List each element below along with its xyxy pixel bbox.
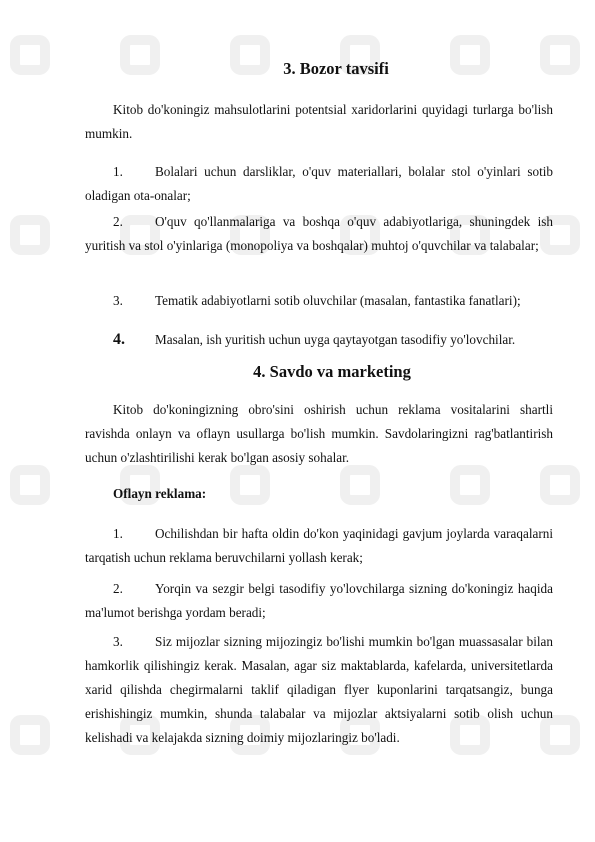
intro-text: Kitob do'koningiz mahsulotlarini potentsial xaridorlarini quyidagi turlarga bo'lish mumkin.: [85, 102, 553, 141]
list-number: 3.: [113, 634, 123, 649]
list-text: Masalan, ish yuritish uchun uyga qaytayotgan tasodifiy yo'lovchilar.: [155, 332, 516, 347]
list-item: [85, 630, 553, 750]
list-text: Siz mijozlar sizning mijozingiz bo'lishi mumkin bo'lgan muassasalar bilan hamkorlik qilishingiz kerak. Masalan, agar siz maktablarda, kafelarda, universitetlarda xarid qilishda chegirmalarni taklif qiladigan flyer kuponlarini tarqatsangiz, bunga erishishingiz mumkin, shunda talabalar va mijozlar aktsiyalarni sotib olish uchun kelishadi va kelajakda sizning doimiy mijozlaringiz bo'ladi.: [85, 634, 553, 745]
list-number: 3.: [113, 293, 123, 308]
list-number: 1.: [113, 164, 123, 179]
section-heading: 4. Savdo va marketing: [253, 362, 411, 381]
list-item: [85, 577, 553, 625]
list-number: 1.: [113, 526, 123, 541]
list-item: [85, 522, 553, 570]
section-intro: [85, 98, 553, 146]
list-item: [85, 160, 553, 208]
list-number: 2.: [113, 214, 123, 229]
list-text: Tematik adabiyotlarni sotib oluvchilar (masalan, fantastika fanatlari);: [155, 293, 521, 308]
list-item: [85, 289, 553, 313]
intro-text: Kitob do'koningizning obro'sini oshirish uchun reklama vositalarini shartli ravishda onlayn va oflayn usullarga bo'lish mumkin. Savdolaringizni rag'batlantirish uchun o'zlashtirilishi kerak bo'lgan asosiy sohalar.: [85, 402, 553, 465]
list-text: Yorqin va sezgir belgi tasodifiy yo'lovchilarga sizning do'koningiz haqida ma'lumot berishga yordam beradi;: [85, 581, 553, 620]
list-text: Bolalari uchun darsliklar, o'quv materiallari, bolalar stol o'yinlari sotib oladigan ota-onalar;: [85, 164, 553, 203]
section-intro: [85, 398, 553, 470]
subheading: Oflayn reklama:: [113, 486, 207, 501]
list-text: O'quv qo'llanmalariga va boshqa o'quv adabiyotlariga, shuningdek ish yuritish va stol o'yinlariga (monopoliya va boshqalar) muhtoj o'quvchilar va talabalar;: [85, 214, 553, 253]
list-number: 2.: [113, 581, 123, 596]
list-item: [85, 210, 553, 258]
list-text: Ochilishdan bir hafta oldin do'kon yaqinidagi gavjum joylarda varaqalarni tarqatish uchun reklama beruvchilarni yollash kerak;: [85, 526, 553, 565]
section-heading: 3. Bozor tavsifi: [283, 59, 389, 78]
list-number: 4.: [113, 331, 125, 348]
list-item: [85, 328, 553, 352]
